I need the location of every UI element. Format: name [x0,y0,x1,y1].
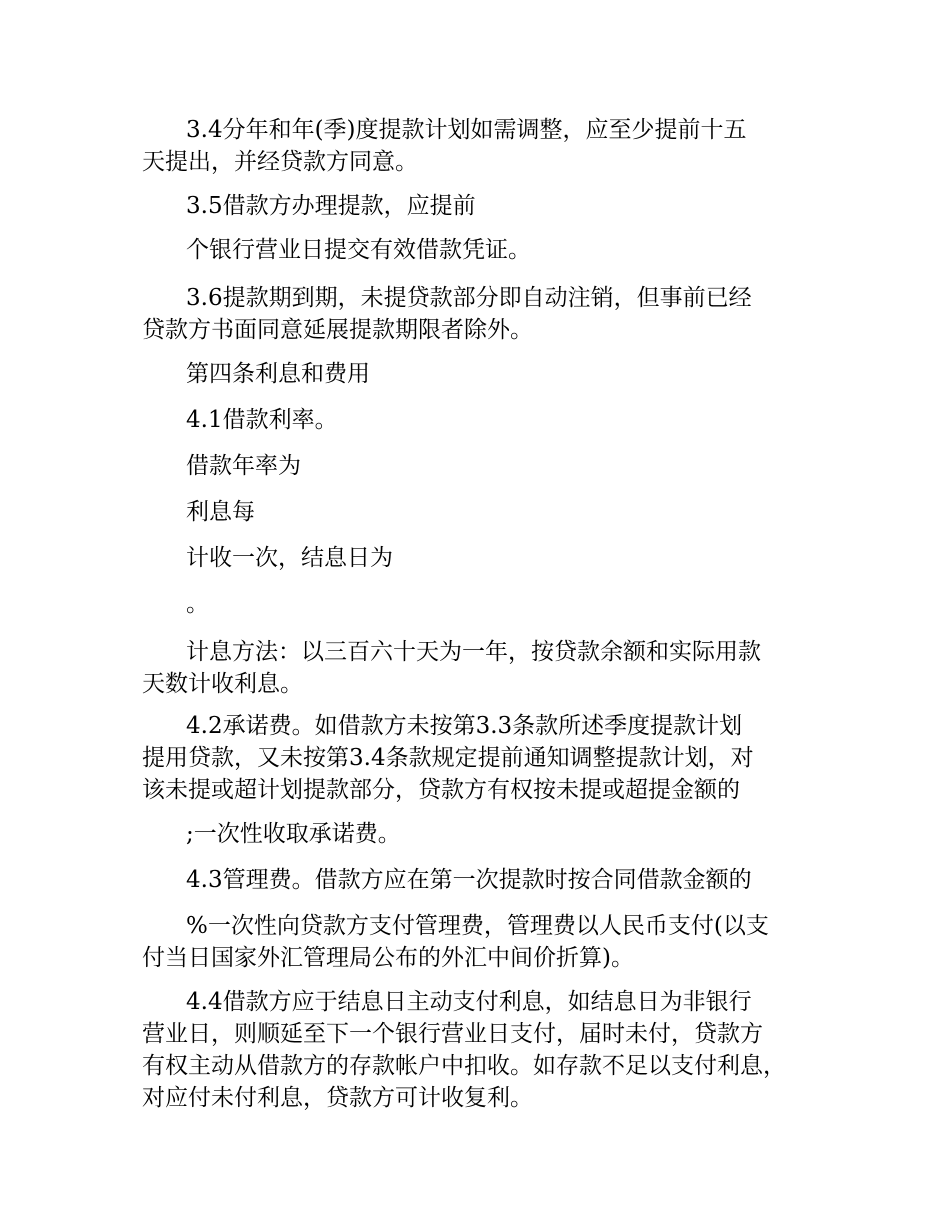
text-line: 利息每 [186,499,255,525]
paragraph-4-2-continued [142,818,842,850]
text-line: %一次性向贷款方支付管理费，管理费以人民币支付(以支 [186,913,769,939]
text-line: 借款年率为 [186,453,301,479]
text-line: 3.4分年和年(季)度提款计划如需调整，应至少提前十五 [186,117,747,143]
text-line: 付当日国家外汇管理局公布的外汇中间价折算)。 [142,945,634,971]
text-line: 天数计收利息。 [142,671,303,697]
paragraph-4-2 [142,710,842,806]
text-line: 计收一次，结息日为 [186,545,393,571]
text-line: 4.2承诺费。如借款方未按第3.3条款所述季度提款计划 [186,713,743,739]
text-line: 4.1借款利率。 [186,407,338,433]
paragraph-3-4 [142,114,842,178]
text-line: 有权主动从借款方的存款帐户中扣收。如存款不足以支付利息， [142,1053,786,1079]
text-line: 贷款方书面同意延展提款期限者除外。 [142,317,533,343]
paragraph-period [142,588,842,620]
paragraph-3-5 [142,190,842,222]
paragraph-interest-method [142,636,842,700]
paragraph-3-6 [142,282,842,346]
paragraph-interest-every [142,496,842,528]
article-4-heading [142,358,842,390]
paragraph-loan-rate [142,450,842,482]
text-line: 计息方法：以三百六十天为一年，按贷款余额和实际用款 [186,639,761,665]
text-line: 4.4借款方应于结息日主动支付利息，如结息日为非银行 [186,989,752,1015]
text-line: 营业日，则顺延至下一个银行营业日支付，届时未付，贷款方 [142,1021,763,1047]
text-line: 该未提或超计划提款部分，贷款方有权按未提或超提金额的 [142,777,740,803]
text-line: 。 [186,591,209,617]
text-line: 个银行营业日提交有效借款凭证。 [186,237,531,263]
text-line: 3.5借款方办理提款，应提前 [186,193,476,219]
text-line: ;一次性收取承诺费。 [186,821,401,847]
paragraph-4-1 [142,404,842,436]
paragraph-4-3-continued [142,910,842,974]
text-line: 4.3管理费。借款方应在第一次提款时按合同借款金额的 [186,867,752,893]
text-line: 3.6提款期到期，未提贷款部分即自动注销，但事前已经 [186,285,752,311]
text-line: 对应付未付利息，贷款方可计收复利。 [142,1085,533,1111]
paragraph-collect [142,542,842,574]
text-line: 第四条利息和费用 [186,361,370,387]
text-line: 提用贷款，又未按第3.4条款规定提前通知调整提款计划，对 [142,745,754,771]
text-line: 天提出，并经贷款方同意。 [142,149,418,175]
paragraph-3-5-continued [142,234,842,266]
paragraph-4-3 [142,864,842,896]
paragraph-4-4 [142,986,842,1114]
